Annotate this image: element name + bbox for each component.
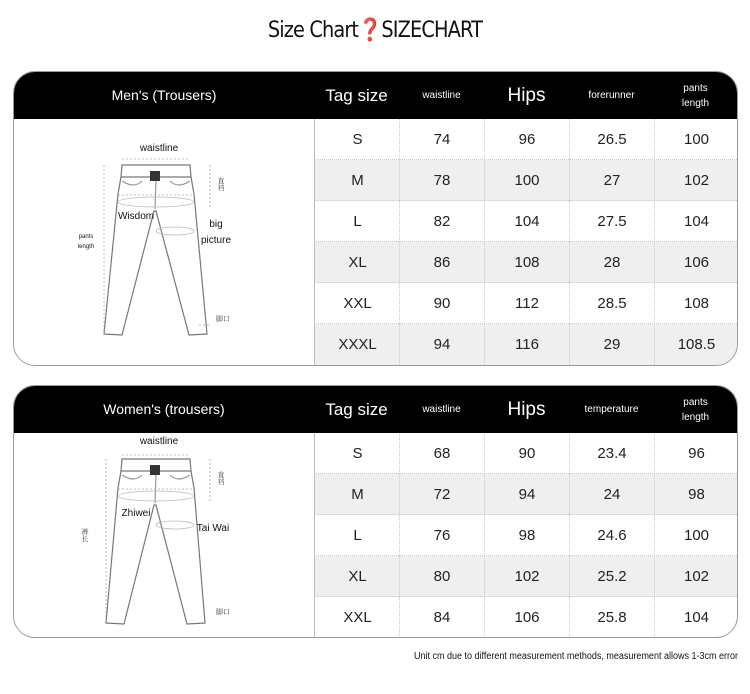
men-forerunner-XXXL: 29 [569,324,654,365]
women-size-rows [314,433,737,637]
women-header-temperature: temperature [584,404,639,415]
women-header-pants-length [654,386,737,433]
women-waist-XL: 80 [399,556,484,597]
women-length-XXL: 104 [654,597,738,638]
women-trousers-drawing [14,433,314,637]
women-length-XL: 102 [654,556,738,597]
table-row [314,324,737,365]
women-trousers-diagram [14,433,314,637]
women-size-M: M [314,474,400,515]
page-title: Size Chart❓SIZECHART [267,18,483,43]
table-row [314,515,737,556]
men-hips-S: 96 [484,119,569,160]
men-trousers-diagram [14,119,314,365]
men-hips-L: 104 [484,201,569,242]
women-header-pants-length-line2: length [681,411,710,423]
women-hips-S: 90 [484,433,569,474]
women-temperature-L: 24.6 [569,515,654,556]
women-waist-S: 68 [399,433,484,474]
women-figure-hips-label: Zhiwei [121,508,151,519]
women-length-S: 96 [654,433,738,474]
table-row [314,433,737,474]
men-length-XXL: 108 [654,283,738,324]
women-hips-L: 98 [484,515,569,556]
men-forerunner-XL: 28 [569,242,654,283]
men-figure-hips-label: Wisdom [118,211,155,222]
women-header-waistline: waistline [422,404,461,415]
men-hips-XL: 108 [484,242,569,283]
women-hips-XXL: 106 [484,597,569,638]
men-waist-S: 74 [399,119,484,160]
men-length-XL: 106 [654,242,738,283]
table-row [314,474,737,515]
men-figure-length-label-1: pants [78,234,94,240]
women-size-XXL: XXL [314,597,400,638]
men-category-label: Men's (Trousers) [111,87,217,103]
women-figure-length-mark: 裤长 [81,528,88,542]
men-size-rows [314,119,737,365]
men-waist-M: 78 [399,160,484,201]
women-header-pants-length-line1: pants [683,396,708,408]
men-size-L: L [314,201,400,242]
men-forerunner-XXL: 28.5 [569,283,654,324]
women-header-tag-size: Tag size [325,400,388,419]
men-header-forerunner: forerunner [588,90,635,101]
women-length-L: 100 [654,515,738,556]
men-size-XL: XL [314,242,400,283]
men-length-XXXL: 108.5 [654,324,738,365]
men-waist-XL: 86 [399,242,484,283]
women-waist-L: 76 [399,515,484,556]
men-figure-thigh-label-2: picture [200,235,231,246]
men-header-tag-size: Tag size [325,86,388,105]
table-row [314,201,737,242]
men-header-pants-length [654,72,737,119]
men-size-XXXL: XXXL [314,324,400,365]
men-header-hips: Hips [507,85,546,106]
women-hips-M: 94 [484,474,569,515]
women-temperature-XL: 25.2 [569,556,654,597]
women-hips-XL: 102 [484,556,569,597]
men-figure-length-label-2: length [77,244,95,250]
women-size-S: S [314,433,400,474]
men-waist-XXXL: 94 [399,324,484,365]
men-figure-thigh-label-1: big [209,219,223,230]
women-figure-hem-mark: 脚口 [216,609,230,616]
table-row [314,283,737,324]
women-temperature-XXL: 25.8 [569,597,654,638]
women-temperature-S: 23.4 [569,433,654,474]
women-table-header [14,386,737,433]
women-figure-rise-mark: 直裆 [217,471,224,485]
table-row [314,160,737,201]
men-figure-rise-mark: 直裆 [217,177,224,191]
men-length-M: 102 [654,160,738,201]
men-figure-waistline-label: waistline [139,143,179,154]
men-header-pants-length-line1: pants [683,82,708,94]
men-waist-XXL: 90 [399,283,484,324]
women-size-L: L [314,515,400,556]
women-temperature-M: 24 [569,474,654,515]
men-header-waistline: waistline [422,90,461,101]
men-length-L: 104 [654,201,738,242]
women-header-hips: Hips [507,399,546,420]
men-hips-M: 100 [484,160,569,201]
table-row [314,597,737,638]
men-size-table [13,71,738,366]
men-forerunner-M: 27 [569,160,654,201]
men-trousers-drawing [14,119,314,365]
men-hips-XXL: 112 [484,283,569,324]
men-forerunner-L: 27.5 [569,201,654,242]
men-hips-XXXL: 116 [484,324,569,365]
men-length-S: 100 [654,119,738,160]
men-table-header [14,72,737,119]
men-size-XXL: XXL [314,283,400,324]
women-size-XL: XL [314,556,400,597]
men-header-pants-length-line2: length [681,97,710,109]
women-waist-XXL: 84 [399,597,484,638]
table-row [314,242,737,283]
women-waist-M: 72 [399,474,484,515]
women-size-table [13,385,738,638]
men-figure-hem-mark: 脚口 [216,316,230,323]
men-size-S: S [314,119,400,160]
measurement-note: Unit cm due to different measurement methods, measurement allows 1-3cm error [414,651,738,662]
women-category-label: Women's (trousers) [103,401,225,417]
women-figure-waistline-label: waistline [139,436,179,447]
men-size-M: M [314,160,400,201]
women-figure-thigh-label: Tai Wai [196,523,230,534]
men-forerunner-S: 26.5 [569,119,654,160]
men-waist-L: 82 [399,201,484,242]
women-length-M: 98 [654,474,738,515]
table-row [314,556,737,597]
table-row [314,119,737,160]
